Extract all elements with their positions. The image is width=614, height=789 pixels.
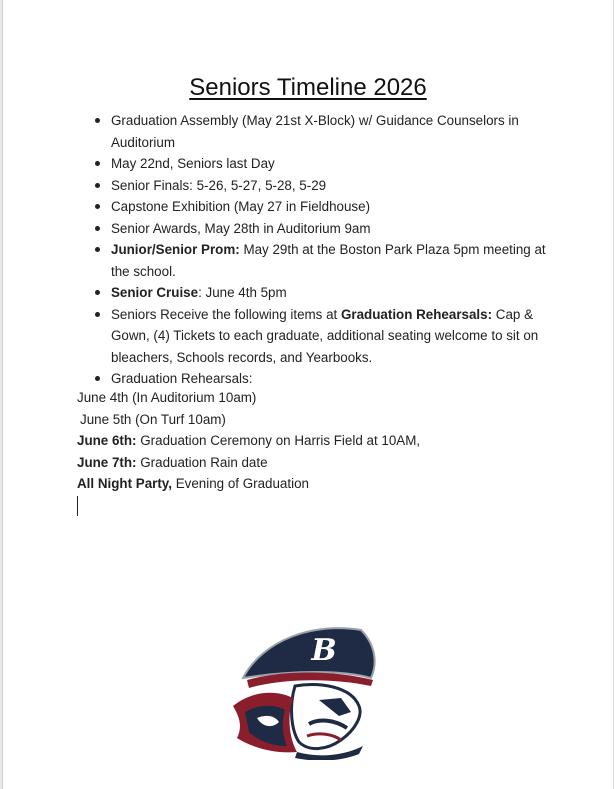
item-text: : June 4th 5pm — [198, 285, 287, 300]
line-text: June 4th (In Auditorium 10am) — [77, 390, 257, 405]
item-text: May 29th at the Boston Park Plaza 5pm meeting at the school. — [111, 242, 546, 279]
text-line — [77, 430, 577, 452]
list-item — [91, 175, 561, 197]
item-text: Senior Finals: 5-26, 5-27, 5-28, 5-29 — [111, 177, 327, 193]
list-item — [91, 282, 561, 304]
item-text: May 22nd, Seniors last Day — [111, 156, 275, 171]
list-item — [91, 239, 561, 282]
list-item — [91, 196, 561, 218]
item-bold-label: Junior/Senior Prom: — [111, 242, 240, 257]
text-line — [77, 387, 577, 409]
item-bold-label: Senior Cruise — [111, 285, 199, 300]
line-bold-label: June 7th: — [77, 454, 137, 470]
text-line — [77, 473, 577, 495]
item-text: Graduation Rehearsals: — [111, 371, 253, 386]
item-text: Graduation Assembly (May 21st X-Block) w/ Guidance Counselors in Auditorium — [111, 113, 519, 150]
schedule-lines — [77, 387, 577, 495]
item-text: Senior Awards, May 28th in Auditorium 9am — [111, 220, 371, 236]
list-item — [91, 110, 561, 153]
list-item — [91, 304, 561, 369]
item-text: Capstone Exhibition (May 27 in Fieldhouse) — [111, 199, 371, 214]
logo-letter: B — [311, 633, 337, 668]
text-line — [77, 409, 577, 431]
text-line — [77, 452, 577, 474]
text-cursor — [77, 496, 78, 516]
page-title: Seniors Timeline 2026 — [189, 74, 427, 101]
timeline-list — [91, 110, 561, 390]
line-text: Graduation Ceremony on Harris Field at 10AM, — [136, 433, 421, 448]
line-bold-label: All Night Party, — [77, 476, 172, 491]
line-text: Evening of Graduation — [171, 476, 309, 491]
list-item — [91, 153, 561, 175]
list-item — [91, 218, 561, 240]
line-text: Graduation Rain date — [136, 454, 268, 470]
item-text: Cap & Gown, (4) Tickets to each graduate, additional seating welcome to sit on bleachers, Schools records, and Yearbooks. — [111, 306, 539, 365]
line-text: June 5th (On Turf 10am) — [80, 411, 226, 427]
document-page — [2, 0, 614, 789]
item-bold-label: Graduation Rehearsals: — [340, 306, 493, 322]
item-text: Seniors Receive the following items at — [111, 306, 341, 322]
line-bold-label: June 6th: — [77, 433, 137, 448]
pirate-mascot-logo — [223, 620, 383, 760]
